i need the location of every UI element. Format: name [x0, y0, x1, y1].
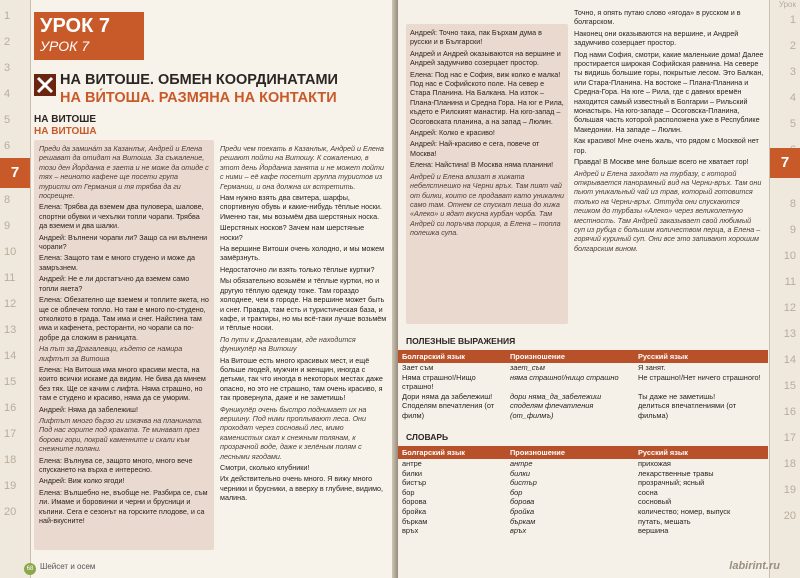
dialog-ru-paragraph: На Витоше есть много красивых мест, и ещё больше людей, мужчин и женщин, иногда с детьми, так что иногда в некоторых местах даже опасно, но это не страшно, там очень красиво, я так провернула, даже и не заметишь! — [220, 355, 383, 403]
table-header-bg: Болгарский язык — [398, 350, 506, 363]
dialog-ru-paragraph: Шерстяных носков? Зачем нам шерстяные носки? — [220, 223, 365, 242]
phrase-row — [398, 392, 768, 402]
side-index-number: 3 — [789, 66, 796, 78]
ru-translation: путать, мешать — [638, 516, 691, 526]
pronunciation: зает_съм — [510, 363, 545, 372]
side-index-number: 5 — [4, 114, 11, 126]
phrases-title: ПОЛЕЗНЫЕ ВЫРАЖЕНИЯ — [406, 336, 516, 346]
bg-word: бор — [402, 487, 415, 497]
ru-translation: сосна — [638, 487, 658, 497]
pronunciation: бор — [510, 487, 523, 497]
bg-word: билки — [402, 468, 423, 478]
chapter-tab: 7 — [0, 158, 30, 188]
table-header-pron: Произношение — [506, 350, 634, 363]
side-index-number: 9 — [4, 220, 11, 232]
table-header-bg: Болгарский язык — [398, 446, 506, 459]
left-side-index — [0, 0, 31, 578]
phrase-row — [398, 363, 768, 373]
lesson-title-ru: УРОК 7 — [40, 38, 90, 54]
dialog-bg-paragraph: Андрей: Не е ли достатъчно да вземем само топли якета? — [39, 274, 190, 293]
ru-translation: Ты даже не заметишь! — [638, 391, 716, 401]
dialog-bg-paragraph: На път за Драгалевци, където се намира лифтът за Витоша — [39, 344, 183, 363]
dialog-bg-paragraph: Елена: Трябва да вземем два пуловера, шалове, спортни обувки и чехълки топли чорапи. Трябва да вземем и два шалки. — [39, 202, 204, 231]
side-index-number: 4 — [4, 88, 11, 100]
vocab-row — [398, 478, 768, 488]
side-index-number: 10 — [783, 250, 796, 262]
dialog-ru-cont-paragraph: Наконец они оказываются на вершине, и Андрей задумчиво созерцает простор. — [574, 28, 739, 48]
dialog-ru-paragraph: Недостаточно ли взять только тёплые куртки? — [220, 264, 375, 274]
page-number: 68 — [24, 563, 36, 575]
bg-word: Дори няма да забележиш! — [402, 391, 493, 401]
dialog-bg-paragraph: Андрей: Виж колко ягоди! — [39, 476, 125, 486]
bg-word: Зает съм — [402, 363, 434, 372]
page-footer: Шейсет и осем — [40, 562, 96, 571]
side-index-number: 5 — [789, 118, 796, 130]
dialog-ru-paragraph: По пути к Драгалевцам, где находится фуникулёр на Витошу — [220, 334, 356, 354]
side-index-number: 11 — [784, 276, 796, 288]
dialog-bg-cont-paragraph: Андрей: Най-красиво е сега, повече от Москва! — [410, 139, 540, 158]
side-index-number: 1 — [4, 10, 11, 22]
sub-heading-translation: НА ВИТОША — [34, 126, 97, 137]
dialog-bg-paragraph: Андрей: Няма да забележиш! — [39, 404, 138, 414]
pronunciation: бъркам — [510, 516, 536, 526]
dialog-ru-cont-paragraph: Как красиво! Мне очень жаль, что рядом с Москвой нет гор. — [574, 136, 759, 155]
vocab-row — [398, 507, 768, 517]
dialog-ru-paragraph: На вершине Витоши очень холодно, и мы можем замёрзнуть. — [220, 244, 385, 263]
dialog-column-russian-continued — [574, 8, 764, 255]
vocab-title: СЛОВАРЬ — [406, 432, 449, 442]
vocab-row — [398, 517, 768, 527]
dialog-bg-cont-paragraph: Андрей: Точно така, пак Бърхам дума в русски и в Български! — [410, 28, 542, 47]
side-index-number: 8 — [789, 198, 796, 210]
left-page — [0, 0, 398, 578]
lesson-title: УРОК 7 — [40, 15, 110, 37]
bg-word: бъркам — [402, 516, 428, 526]
side-index-number: 3 — [4, 62, 11, 74]
ru-translation: делиться впечатлениями (от фильма) — [638, 401, 737, 420]
dialog-ru-paragraph: Фуникулёр очень быстро поднимает их на вершину. Под ними проплывают леса. Они проходят через сосновый лес, мимо каменистых скал к снежным полянам, к прозрачной воде, даже к зелёным полям с лесными ягодами. — [220, 404, 367, 461]
dialog-bg-paragraph: Елена: На Витоша има много красиви места, на които всички искаме да видим. Не бива да минем без тях. Ще се качим с лифта. Няма страшно, но там е студено и красиво, няма да се уморим. — [39, 364, 206, 403]
right-side-index — [769, 0, 800, 578]
ru-translation: Я занят. — [638, 363, 666, 372]
side-index-number: 2 — [4, 36, 11, 48]
dialog-ru-cont-paragraph: Правда! В Москве мне больше всего не хватает гор! — [574, 157, 749, 167]
side-index-number: 2 — [789, 40, 796, 52]
dialog-ru-paragraph: Нам нужно взять два свитера, шарфы, спортивную обувь и какие-нибудь тёплые носки. Именно так, мы возьмём два шерстяных носка. — [220, 193, 382, 221]
side-index-number: 16 — [4, 402, 17, 414]
vocab-row — [398, 497, 768, 507]
side-index-number: 10 — [4, 246, 17, 258]
dialog-column-russian — [220, 144, 388, 505]
phrase-row — [398, 401, 768, 420]
bg-word: бистър — [402, 478, 427, 488]
pronunciation: дори няма_да_забележиш — [510, 391, 602, 401]
table-header-pron: Произношение — [506, 446, 634, 459]
lesson-header — [34, 12, 144, 60]
bg-word: Споделям впечатления (от филм) — [402, 401, 495, 420]
side-index-number: 12 — [783, 302, 796, 314]
bg-word: връх — [402, 526, 419, 536]
side-index-number: 1 — [789, 14, 796, 26]
side-index-number: 18 — [4, 454, 17, 466]
right-page — [398, 0, 800, 578]
side-index-number: 15 — [783, 380, 796, 392]
vocab-row — [398, 488, 768, 498]
phrase-row — [398, 373, 768, 392]
chapter-tab-right: 7 — [770, 148, 800, 178]
bg-word: бройка — [402, 506, 427, 516]
dialog-bg-cont-paragraph: Елена: Под нас е София, виж колко е малка! Под нас е Софийското поле. На север е Стара Планина. На Балкана. На изток – Плана-Планина и Средна Гора. На юг е Рила, където е Рилският манастир. На юго-запад – Осоговската планина, а на запад – Люлин. — [410, 69, 564, 126]
ru-translation: вершина — [638, 526, 669, 536]
dialog-ru-paragraph: Преди чем поехать в Казанлык, Андрей и Елена решают пойти на Витошу. К сожалению, в этот день Йорданка занята и не может пойти с ними – её кафе посетит группа туристов из Германии, и она должна их встретить. — [220, 144, 385, 191]
ru-translation: прозрачный; ясный — [638, 478, 705, 488]
side-index-number: 17 — [4, 428, 17, 440]
side-index-number: 14 — [4, 350, 17, 362]
side-index-number: 19 — [4, 480, 17, 492]
table-header-ru: Русский язык — [634, 350, 768, 363]
pronunciation: бистър — [510, 478, 537, 488]
dialog-ru-paragraph: Мы обязательно возьмём и тёплые куртки, но и другую тёплую одежду тоже. Там гораздо холоднее, чем в городе. На вершине может быть и снег. Правда, там есть и туристическая база, и кафе, и трактиры, но мы всё-таки лучше возьмём и тёплые носки. — [220, 276, 387, 333]
side-header-label: Урок — [778, 0, 796, 9]
section-heading: НА ВИТОШЕ. ОБМЕН КООРДИНАТАМИ — [60, 72, 338, 88]
ru-translation: прихожая — [638, 459, 671, 468]
dialog-bg-paragraph: Елена: Обезателно ще вземем и топлите якета, но ще се облечем топло. Но там е много по-студено, отколкото в града. Там има и снег. Найстина там има и кафенета, ресторанти, но чорапи са по-добре да сложим в раницата. — [39, 295, 209, 342]
bg-word: борова — [402, 497, 427, 507]
side-index-number: 9 — [789, 224, 796, 236]
pronunciation: билки — [510, 468, 531, 478]
dialog-bg-cont-paragraph: Андрей и Елена влизат в хижата небелстнешко на Черни връх. Там пият чай от билки, които се продават като уникални само там. Отнем се спускат пеша до хижа «Алеко» и ядат вкусна курбан чорба. Там Андрей си поръчва порция, а Елена – топла полешка супа. — [410, 171, 564, 238]
dialog-bg-paragraph: Елена: Защото там е много студено и може да замръзнем. — [39, 253, 196, 272]
dialog-bg-paragraph: Лифтът много бързо ги изкачва на планината. Под нас горите под краката. Те минават през борови гори, покрай каменните и скали към снежните поляни. — [39, 415, 203, 454]
dialog-box-bg — [34, 140, 214, 550]
side-index-number: 6 — [4, 140, 11, 152]
dialog-column-bulgarian — [39, 144, 209, 527]
side-index-number: 13 — [4, 324, 17, 336]
side-index-number: 20 — [4, 506, 17, 518]
table-header-ru: Русский язык — [634, 446, 768, 459]
ru-translation: лекарственные травы — [638, 468, 714, 478]
side-index-number: 13 — [783, 328, 796, 340]
dialog-box-bg-right — [406, 24, 568, 324]
vocab-row — [398, 459, 768, 469]
bg-word: антре — [402, 459, 422, 468]
dialog-ru-cont-paragraph: Под нами София, смотри, какие маленькие дома! Далее простирается широкая Софийская равнина. На севере ты видишь большие горы, покрытые лесом. Это Балкан, или Стара-Планина. На востоке – Плана-Планина и Средна-Гора. На юге – Рила, где с давних времён находится самый известный в Болгарии – Рильский монастырь. На юго-западе – Осоговска-Планина, большая часть которой расположена уже в Республике Македонии. На западе – Люлин. — [574, 49, 764, 134]
dialog-ru-paragraph: Смотри, сколько клубники! — [220, 463, 310, 472]
dialog-bg-paragraph: Елена: Вълнува се, защото много, много вече спускането на върха е интересно. — [39, 455, 193, 474]
dialog-bg-cont-paragraph: Елена: Найстина! В Москва няма планини! — [410, 160, 554, 170]
dialog-bg-paragraph: Елена: Вълшебно не, въобще не. Разбира се, съм ли. Имаме и боровинки и черни и брусници и къпини. Сега е сезонът на горските плодове, и са най-вкусните! — [39, 487, 208, 526]
ru-translation: Не страшно!/Нет ничего страшного! — [638, 372, 761, 382]
vocab-table — [398, 446, 768, 536]
dialog-ru-paragraph: Их действительно очень много. Я вижу много черники и брусники, а вверху в глубине, видимо, малина. — [220, 474, 384, 503]
pronunciation: антре — [510, 459, 533, 468]
pronunciation: няма страшно!/нищо страшно — [510, 372, 619, 382]
side-index-number: 17 — [783, 432, 796, 444]
phrases-table — [398, 350, 768, 421]
vocab-row — [398, 526, 768, 536]
side-index-number: 11 — [4, 272, 16, 284]
side-index-number: 18 — [783, 458, 796, 470]
side-index-number: 14 — [783, 354, 796, 366]
dialog-bg-paragraph: Андрей: Вълнени чорапи ли? Защо са ни вълнени чорапи? — [39, 232, 208, 252]
dialog-column-bulgarian-continued — [410, 28, 564, 240]
vocab-row — [398, 469, 768, 479]
cross-icon — [34, 74, 56, 96]
side-index-number: 19 — [783, 484, 796, 496]
ru-translation: количество; номер, выпуск — [638, 506, 731, 516]
bg-word: Няма страшно!/Нищо страшно! — [402, 372, 476, 392]
pronunciation: бройка — [510, 506, 535, 516]
side-index-number: 8 — [4, 194, 11, 206]
side-index-number: 15 — [4, 376, 17, 388]
dialog-ru-cont-paragraph: Андрей и Елена заходят на турбазу, с которой открывается панорамный вид на Черни-връх. Там они пьют уникальный чай из трав, который готовится только на Черни-връх. Оттуда они спускаются пешком до турбазы «Алеко» через великолепную местность. Там Андрей заказывает свой любимый суп из рубца с большим количеством перца, а Елена – горячий куриный суп. Они все это запивают хорошим болгарским вином. — [574, 168, 762, 253]
dialog-ru-cont-paragraph: Точно, я опять путаю слово «ягода» в русском и в болгарском. — [574, 8, 741, 27]
pronunciation: връх — [510, 526, 527, 536]
ru-translation: сосновый — [638, 497, 672, 507]
dialog-bg-paragraph: Преди да замина́т за Казанлък, Андрей и Елена решават да отидат на Витоша. За съжаление, този ден Йорданка е заета и не може да отиде с тях – неиното кафене ще посети група туристи от Германия и тя трябва да ги посрещне. — [39, 144, 209, 201]
side-index-number: 16 — [783, 406, 796, 418]
pronunciation: борова — [510, 497, 535, 507]
side-index-number: 4 — [789, 92, 796, 104]
sub-heading: НА ВИТОШЕ — [34, 114, 96, 125]
watermark: labirint.ru — [729, 560, 780, 572]
dialog-bg-cont-paragraph: Андрей и Андрей оказываются на вершине и Андрей задумчиво созерцает простор. — [410, 48, 561, 68]
section-heading-translation: НА ВИ́ТОША. РАЗМЯНА НА КОНТАКТИ — [60, 90, 337, 106]
pronunciation: споделям фпечатления (от_филмъ) — [510, 401, 594, 420]
side-index-number: 12 — [4, 298, 17, 310]
dialog-bg-cont-paragraph: Андрей: Колко е красиво! — [410, 128, 495, 138]
side-index-number: 20 — [783, 510, 796, 522]
